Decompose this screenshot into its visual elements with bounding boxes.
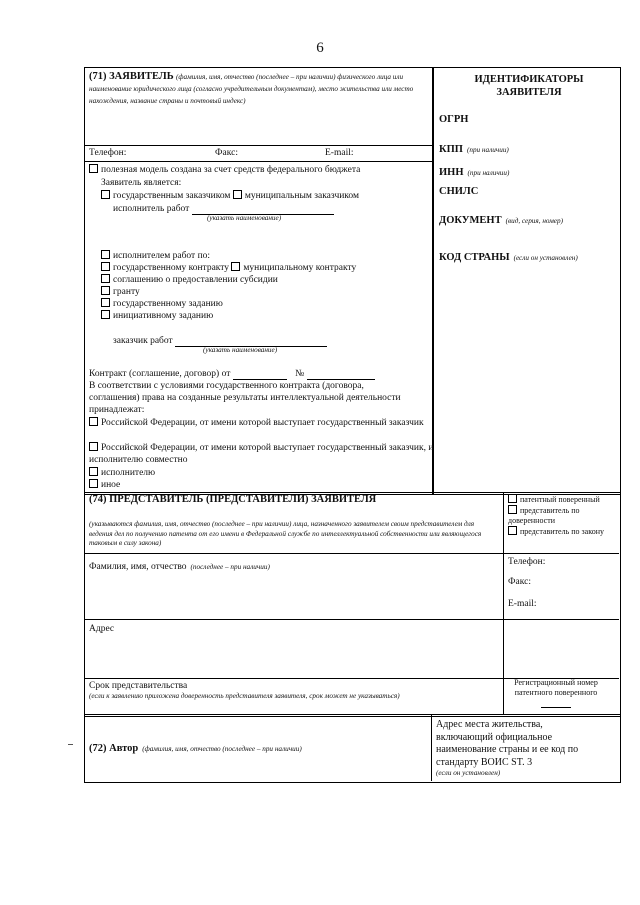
executor-label: исполнителю <box>101 468 156 478</box>
applicant-title: (71) ЗАЯВИТЕЛЬ <box>89 71 174 82</box>
municipal-contract-label: муниципальному контракту <box>243 263 357 273</box>
rf-customer-label: Российской Федерации, от имени которой выступает государственный заказчик <box>101 418 424 428</box>
document-row <box>439 210 563 228</box>
snils-label: СНИЛС <box>439 186 479 197</box>
proxy-rep-option <box>508 505 618 526</box>
other-row <box>89 479 120 491</box>
document-label: ДОКУМЕНТ <box>439 215 502 226</box>
inn-row <box>439 162 509 180</box>
country-code-note: (если он установлен) <box>513 254 578 262</box>
identifiers-section <box>432 67 621 495</box>
contract-number-label: № <box>295 369 305 379</box>
author-title: (72) Автор <box>89 743 139 754</box>
applicant-phone-label: Телефон: <box>89 148 127 158</box>
applicant-fax-label: Факс: <box>215 148 238 158</box>
contractor-label: исполнитель работ <box>113 204 190 214</box>
kpp-label: КПП <box>439 144 463 155</box>
subsidy-label: соглашению о предоставлении субсидии <box>113 275 278 285</box>
inn-note: (при наличии) <box>467 169 510 177</box>
grant-label: гранту <box>113 287 140 297</box>
budget-checkbox[interactable] <box>89 164 98 173</box>
reg-number-block <box>506 678 606 708</box>
author-title-row <box>89 738 302 756</box>
rep-fax-label: Факс: <box>508 577 531 587</box>
municipal-contract-checkbox[interactable] <box>231 262 240 271</box>
contractor-name-hint: (указать наименование) <box>207 214 282 222</box>
patent-attorney-checkbox[interactable] <box>508 494 517 503</box>
rep-fio-label: Фамилия, имя, отчество <box>89 562 187 572</box>
margin-mark <box>68 744 73 745</box>
customer-of-works-label: заказчик работ <box>113 336 173 346</box>
reg-number-label: Регистрационный номер патентного поверенного <box>514 678 598 697</box>
law-rep-checkbox[interactable] <box>508 526 517 535</box>
contractor-by-row <box>101 250 210 262</box>
applicant-title-note: (фамилия, имя, отчество (последнее – при наличии) физического лица или наименование юридического лица (согласно учредительным документам), место жительства или место нахождения, название страны и почтовый индекс) <box>89 73 414 105</box>
country-code-label: КОД СТРАНЫ <box>439 252 510 263</box>
rep-term-label: Срок представительства <box>89 681 188 691</box>
patent-attorney-label: патентный поверенный <box>520 495 600 504</box>
other-checkbox[interactable] <box>89 479 98 488</box>
applicant-email-label: E-mail: <box>325 148 354 158</box>
rep-term-note: (если к заявлению приложена доверенность представителя заявителя, срок может не указываться) <box>89 692 400 700</box>
state-contract-label: государственному контракту <box>113 263 230 273</box>
proxy-rep-checkbox[interactable] <box>508 505 517 514</box>
grant-row <box>101 286 140 298</box>
subsidy-row <box>101 274 278 286</box>
municipal-customer-checkbox[interactable] <box>233 190 242 199</box>
rep-fio-row <box>89 556 270 574</box>
applicant-title-block <box>89 71 431 107</box>
author-address-block <box>436 719 586 779</box>
document-note: (вид, серия, номер) <box>505 217 563 225</box>
rf-joint-checkbox[interactable] <box>89 442 98 451</box>
state-customer-label: государственным заказчиком <box>113 191 231 201</box>
kpp-row <box>439 139 509 157</box>
state-contract-checkbox[interactable] <box>101 262 110 271</box>
other-label: иное <box>101 480 121 490</box>
customer-row <box>101 190 359 202</box>
contractor-by-label: исполнителем работ по: <box>113 251 211 261</box>
rep-options <box>508 494 618 537</box>
representative-title: (74) ПРЕДСТАВИТЕЛЬ (ПРЕДСТАВИТЕЛИ) ЗАЯВИТЕЛЯ <box>89 494 377 505</box>
initiative-task-row <box>101 310 213 322</box>
subsidy-checkbox[interactable] <box>101 274 110 283</box>
law-rep-label: представитель по закону <box>520 527 604 536</box>
country-code-row <box>439 247 578 265</box>
grant-checkbox[interactable] <box>101 286 110 295</box>
representative-note: (указываются фамилия, имя, отчество (последнее – при наличии) лица, назначенного заявителем своим представителем для ведения дел по получению патента от его имени в Федеральной службе по интеллектуальной собственности или являющегося таковым в силу закона) <box>89 520 482 547</box>
author-address-note: (если он установлен) <box>436 769 501 777</box>
ogrn-label: ОГРН <box>439 114 469 125</box>
rep-phone-label: Телефон: <box>508 557 546 567</box>
page-number: 6 <box>316 40 324 56</box>
applicant-is-label: Заявитель является: <box>101 178 182 188</box>
customer-of-works-hint: (указать наименование) <box>203 346 278 354</box>
law-rep-option <box>508 526 618 537</box>
rep-address-label: Адрес <box>89 624 115 634</box>
budget-main-row <box>89 164 360 176</box>
reg-number-field[interactable] <box>541 707 571 708</box>
author-title-note: (фамилия, имя, отчество (последнее – при наличии) <box>142 745 302 753</box>
rf-joint-label: Российской Федерации, от имени которой выступает государственный заказчик, и исполнителю совместно <box>89 443 434 465</box>
rights-text: В соответствии с условиями государственного контракта (договора, соглашения) права на созданные результаты интеллектуальной деятельности принадлежат: <box>89 381 401 415</box>
state-task-checkbox[interactable] <box>101 298 110 307</box>
contract-label: Контракт (соглашение, договор) от <box>89 369 231 379</box>
initiative-task-checkbox[interactable] <box>101 310 110 319</box>
rf-customer-row <box>89 417 429 429</box>
author-address-text: Адрес места жительства, включающий официальное наименование страны и ее код по стандарту ВОИС ST. 3 <box>436 719 579 768</box>
rf-customer-checkbox[interactable] <box>89 417 98 426</box>
state-task-label: государственному заданию <box>113 299 223 309</box>
state-customer-checkbox[interactable] <box>101 190 110 199</box>
inn-label: ИНН <box>439 167 464 178</box>
executor-checkbox[interactable] <box>89 467 98 476</box>
state-task-row <box>101 298 223 310</box>
rep-email-label: E-mail: <box>508 599 537 609</box>
patent-attorney-option <box>508 494 618 505</box>
rf-joint-row <box>89 442 434 466</box>
contract-row <box>89 368 375 380</box>
municipal-customer-label: муниципальным заказчиком <box>244 191 360 201</box>
contractor-by-checkbox[interactable] <box>101 250 110 259</box>
rep-fio-note: (последнее – при наличии) <box>190 563 270 571</box>
initiative-task-label: инициативному заданию <box>113 311 214 321</box>
executor-row <box>89 467 155 479</box>
proxy-rep-label: представитель по доверенности <box>508 506 580 525</box>
identifiers-title: ИДЕНТИФИКАТОРЫ ЗАЯВИТЕЛЯ <box>474 74 584 98</box>
budget-main-label: полезная модель создана за счет средств федерального бюджета <box>101 165 361 175</box>
kpp-note: (при наличии) <box>466 146 509 154</box>
contract-type-row <box>101 262 356 274</box>
